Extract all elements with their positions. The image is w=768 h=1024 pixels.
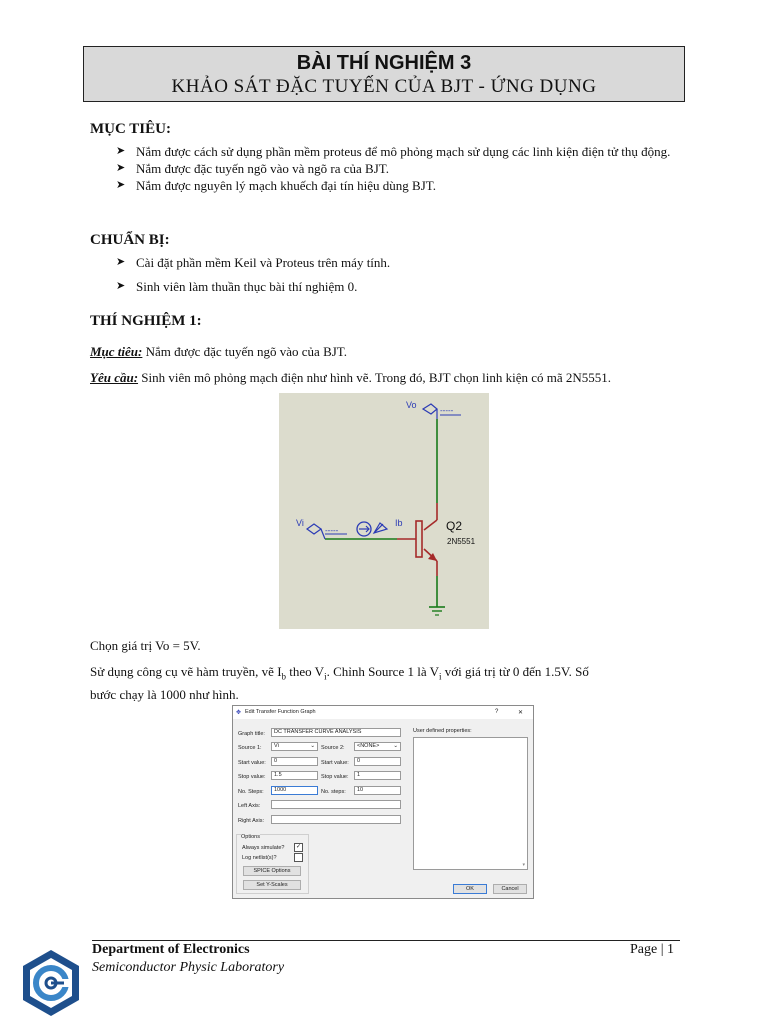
source1-select[interactable]: Vi ⌄ [271, 742, 318, 751]
options-label: Options [241, 834, 260, 840]
experiment-requirement: Yêu cầu: Sinh viên mô phỏng mạch điện như hình vẽ. Trong đó, BJT chọn linh kiện có mã 2N5551. [90, 370, 612, 385]
q2-label: Q2 [446, 519, 463, 533]
start1-label: Start value: [238, 760, 266, 766]
lab-title: BÀI THÍ NGHIỆM 3 [296, 52, 472, 74]
footer-department: Department of Electronics [92, 942, 250, 957]
start1-field[interactable]: 0 [271, 757, 318, 766]
left-axis-label: Left Axis: [238, 803, 261, 809]
preparation-list [90, 254, 690, 295]
transfer-function-dialog [232, 705, 534, 899]
start2-field[interactable]: 0 [354, 757, 401, 766]
dialog-titlebar [233, 706, 533, 719]
arrow-bullet-icon: ➤ [116, 179, 126, 191]
source2-select[interactable]: <NONE> ⌄ [354, 742, 401, 751]
curve-instruction: Sử dụng công cụ vẽ hàm truyền, vẽ $I_b$ theo $V_i$. Chỉnh Source 1 là $V_i$ với giá trị từ 0 đến 1.5V. Số bước chạy là 1000 như hình. [90, 664, 589, 702]
experiment-heading: THÍ NGHIỆM 1: [90, 313, 202, 329]
requirement-label: Yêu cầu: [90, 370, 139, 385]
objectives-heading: MỤC TIÊU: [90, 121, 171, 137]
scroll-down-icon[interactable]: ▾ [522, 862, 525, 868]
arrow-bullet-icon: ➤ [116, 162, 126, 174]
list-item: ➤ Nắm được cách sử dụng phần mềm proteus để mô phỏng mạch sử dụng các linh kiện điện tử thụ động. [116, 144, 671, 159]
arrow-bullet-icon: ➤ [116, 145, 126, 157]
arrow-bullet-icon: ➤ [116, 256, 126, 268]
log-netlist-checkbox[interactable] [294, 853, 303, 862]
stop1-field[interactable]: 1.5 [271, 771, 318, 780]
experiment-objective: Mục tiêu: Nắm được đặc tuyến ngõ vào của BJT. [90, 344, 348, 359]
vi-dashes: ----- [325, 526, 339, 535]
list-item: ➤ Cài đặt phần mềm Keil và Proteus trên máy tính. [116, 255, 391, 270]
vo-instruction: Chọn giá trị Vo = 5V. [90, 638, 201, 653]
footer-rule [92, 940, 680, 941]
lab-subtitle: KHẢO SÁT ĐẶC TUYẾN CỦA BJT - ỨNG DỤNG [171, 76, 597, 97]
steps1-field[interactable]: 1000 [271, 786, 318, 795]
always-simulate-label: Always simulate? [242, 845, 285, 851]
spice-options-button[interactable]: SPICE Options [243, 866, 301, 876]
user-props-label: User defined properties: [413, 728, 472, 734]
options-group [236, 834, 309, 894]
stop2-label: Stop value: [321, 774, 349, 780]
list-item: ➤ Nắm được đặc tuyến ngõ vào và ngõ ra của BJT. [116, 161, 390, 176]
stop1-label: Stop value: [238, 774, 266, 780]
objective-label: Mục tiêu: [90, 344, 143, 359]
always-simulate-checkbox[interactable]: ✓ [295, 844, 302, 850]
part-number-label: 2N5551 [447, 537, 476, 546]
app-icon: ✥ [236, 710, 242, 716]
graph-title-field[interactable]: DC TRANSFER CURVE ANALYSIS [271, 728, 401, 737]
stop2-field[interactable]: 1 [354, 771, 401, 780]
start2-label: Start value: [321, 760, 349, 766]
vo-dashes: ----- [440, 406, 454, 415]
graph-title-label: Graph title: [238, 731, 265, 737]
logo-icon [20, 948, 82, 1018]
help-button[interactable]: ? [495, 709, 499, 715]
log-netlist-label: Log netlist(s)? [242, 855, 277, 861]
vo-label: Vo [406, 400, 417, 410]
left-axis-field[interactable] [271, 800, 401, 809]
preparation-heading: CHUẨN BỊ: [90, 232, 170, 248]
steps2-field[interactable]: 10 [354, 786, 401, 795]
ok-button[interactable]: OK [453, 884, 487, 894]
chevron-down-icon: ⌄ [393, 743, 398, 749]
right-axis-field[interactable] [271, 815, 401, 824]
chevron-down-icon: ⌄ [310, 743, 315, 749]
cancel-button[interactable]: Cancel [493, 884, 527, 894]
right-axis-label: Right Axis: [238, 818, 264, 824]
arrow-bullet-icon: ➤ [116, 280, 126, 292]
source1-label: Source 1: [238, 745, 262, 751]
circuit-schematic [279, 393, 489, 629]
ib-label: Ib [395, 518, 403, 528]
circuit-background [279, 393, 489, 629]
source2-label: Source 2: [321, 745, 345, 751]
list-item: ➤ Nắm được nguyên lý mạch khuếch đại tín hiệu dùng BJT. [116, 178, 436, 193]
title-box [83, 46, 685, 102]
close-button[interactable]: ✕ [518, 710, 524, 716]
steps1-label: No. Steps: [238, 789, 264, 795]
page-number: Page | 1 [630, 942, 675, 957]
list-item: ➤ Sinh viên làm thuần thục bài thí nghiệm 0. [116, 279, 358, 294]
vi-label: Vi [296, 518, 304, 528]
user-props-textarea[interactable] [413, 737, 528, 870]
circuit-svg [279, 393, 489, 629]
objectives-list [90, 143, 690, 194]
footer-lab: Semiconductor Physic Laboratory [92, 960, 285, 975]
steps2-label: No. steps: [321, 789, 346, 795]
set-y-scales-button[interactable]: Set Y-Scales [243, 880, 301, 890]
dialog-title: Edit Transfer Function Graph [245, 709, 316, 715]
department-logo [20, 948, 82, 1018]
